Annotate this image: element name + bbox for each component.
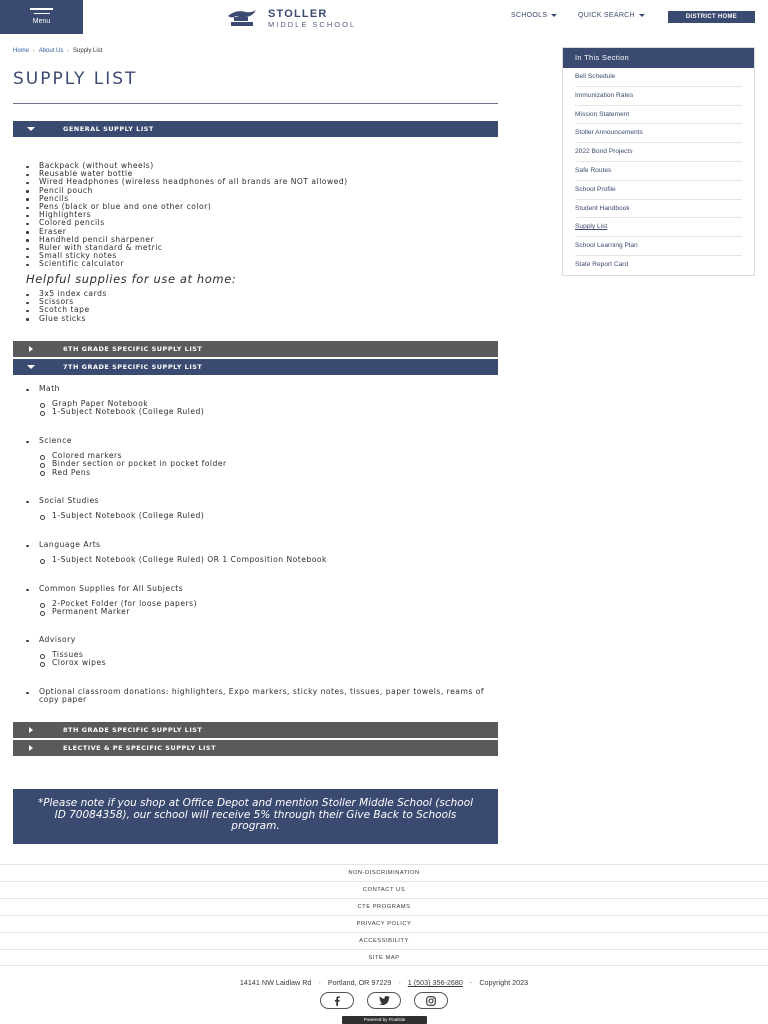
sidebar-item-announcements[interactable] xyxy=(575,124,742,143)
optional-donations-text: Optional classroom donations: highlighters, Expo markers, sticky notes, tissues, paper towels, reams of copy paper xyxy=(25,688,485,704)
list-item: Scotch tape xyxy=(25,306,107,314)
sidebar-item-label: Immunization Rates xyxy=(575,91,634,99)
school-name-line2: MIDDLE SCHOOL xyxy=(268,20,357,29)
sidebar-item-bond-projects[interactable] xyxy=(575,143,742,162)
quick-search-label: QUICK SEARCH xyxy=(578,12,635,19)
list-item: 1-Subject Notebook (College Ruled) OR 1 Composition Notebook xyxy=(52,555,327,565)
subject-items xyxy=(25,400,204,416)
list-item: Eraser xyxy=(25,228,348,236)
footer-address: 14141 NW Laidlaw Rd - Portland, OR 97229 - 1 (503) 356-2680 - Copyright 2023 xyxy=(239,978,529,987)
accordion-8th-grade-label: 8TH GRADE SPECIFIC SUPPLY LIST xyxy=(63,726,203,734)
sidebar-item-learning-plan[interactable] xyxy=(575,237,742,256)
home-supply-list xyxy=(25,290,107,323)
sidebar-heading: In This Section xyxy=(563,48,754,68)
instagram-button[interactable] xyxy=(414,992,448,1009)
list-item: 1-Subject Notebook (College Ruled) xyxy=(52,407,205,417)
quick-search-dropdown[interactable] xyxy=(578,12,645,19)
list-item: Pencils xyxy=(25,195,348,203)
accordion-general[interactable] xyxy=(13,121,498,137)
subject-items xyxy=(25,556,327,564)
instagram-icon xyxy=(426,996,436,1006)
list-item: Backpack (without wheels) xyxy=(25,162,348,170)
breadcrumb-current: Supply List xyxy=(73,48,103,54)
street-address: 14141 NW Laidlaw Rd xyxy=(239,978,312,987)
list-item: Small sticky notes xyxy=(25,252,348,260)
general-supply-list xyxy=(25,162,348,269)
subject-heading: Language Arts xyxy=(25,541,327,549)
list-item: Clorox wipes xyxy=(52,658,107,668)
accordion-7th-grade[interactable] xyxy=(13,359,498,375)
subject-items xyxy=(25,651,106,667)
accordion-8th-grade[interactable] xyxy=(13,722,498,738)
list-item: Red Pens xyxy=(52,469,227,477)
breadcrumb-about[interactable]: About Us xyxy=(38,48,64,54)
menu-icon xyxy=(30,8,53,17)
sidebar-item-label: Mission Statement xyxy=(575,110,630,118)
footer-link-site-map[interactable]: SITE MAP xyxy=(0,949,768,966)
accordion-7th-grade-label: 7TH GRADE SPECIFIC SUPPLY LIST xyxy=(63,363,203,371)
chevron-down-icon xyxy=(551,14,557,17)
page-title: SUPPLY LIST xyxy=(13,69,138,89)
optional-donations xyxy=(25,688,485,704)
menu-label: Menu xyxy=(32,18,51,25)
collapse-icon xyxy=(27,127,35,131)
sidebar-item-state-report-card[interactable] xyxy=(575,256,742,275)
accordion-6th-grade-label: 6TH GRADE SPECIFIC SUPPLY LIST xyxy=(63,345,203,353)
list-item: Handheld pencil sharpener xyxy=(25,236,348,244)
sidebar-item-mission-statement[interactable] xyxy=(575,106,742,125)
footer-links xyxy=(0,864,768,966)
list-item: Colored markers xyxy=(52,452,227,460)
sidebar-item-school-profile[interactable] xyxy=(575,181,742,200)
title-divider xyxy=(13,103,498,104)
sidebar-item-immunization-rates[interactable] xyxy=(575,87,742,106)
footer-link-privacy-policy[interactable]: PRIVACY POLICY xyxy=(0,915,768,932)
office-depot-note: *Please note if you shop at Office Depot and mention Stoller Middle School (school ID 70084358), our school will receive 5% through their Give Back to Schools program. xyxy=(13,789,498,844)
sidebar-item-label: Student Handbook xyxy=(575,204,630,212)
list-item: Permanent Marker xyxy=(52,608,197,616)
footer-link-cte-programs[interactable]: CTE PROGRAMS xyxy=(0,898,768,915)
subject-science xyxy=(25,437,227,477)
subject-language-arts xyxy=(25,541,327,564)
subject-heading: Math xyxy=(25,385,204,393)
subject-heading: Social Studies xyxy=(25,497,204,505)
sidebar-item-student-handbook[interactable] xyxy=(575,200,742,219)
footer-link-contact-us[interactable]: CONTACT US xyxy=(0,881,768,898)
list-item: Graph Paper Notebook xyxy=(52,400,204,408)
section-sidebar xyxy=(562,47,755,276)
list-item: Scientific calculator xyxy=(25,260,348,268)
subject-heading: Common Supplies for All Subjects xyxy=(25,585,197,593)
subject-items xyxy=(25,512,204,520)
sidebar-item-label: School Learning Plan xyxy=(575,242,638,250)
schools-dropdown[interactable] xyxy=(511,12,557,19)
subject-social-studies xyxy=(25,497,204,520)
footer-link-accessibility[interactable]: ACCESSIBILITY xyxy=(0,932,768,949)
subject-advisory xyxy=(25,636,106,668)
helpful-heading: Helpful supplies for use at home: xyxy=(26,272,237,286)
twitter-icon xyxy=(379,996,390,1005)
expand-icon xyxy=(29,727,33,733)
twitter-button[interactable] xyxy=(367,992,401,1009)
list-item: Highlighters xyxy=(25,211,348,219)
sidebar-item-label: Stoller Announcements xyxy=(575,129,643,137)
copyright: Copyright 2023 xyxy=(479,978,529,987)
subject-items xyxy=(25,452,227,477)
subject-common-supplies xyxy=(25,585,197,617)
accordion-elective-pe[interactable] xyxy=(13,740,498,756)
breadcrumb-separator: › xyxy=(33,48,35,54)
schools-label: SCHOOLS xyxy=(511,12,548,19)
chevron-down-icon xyxy=(639,14,645,17)
breadcrumb xyxy=(13,48,102,54)
sidebar-item-label: Bell Schedule xyxy=(575,73,616,80)
school-name[interactable] xyxy=(268,8,356,29)
collapse-icon xyxy=(27,365,35,369)
subject-items xyxy=(25,600,197,616)
sidebar-item-safe-routes[interactable] xyxy=(575,162,742,181)
footer-link-non-discrimination[interactable]: NON-DISCRIMINATION xyxy=(0,864,768,881)
list-item: Wired Headphones (wireless headphones of all brands are NOT allowed) xyxy=(25,178,348,186)
sidebar-item-label: Supply List xyxy=(575,223,608,231)
facebook-icon xyxy=(333,996,341,1006)
sidebar-item-label: Safe Routes xyxy=(575,166,612,174)
school-name-line1: STOLLER xyxy=(268,8,328,20)
list-item: Ruler with standard & metric xyxy=(25,244,348,252)
accordion-elective-pe-label: ELECTIVE & PE SPECIFIC SUPPLY LIST xyxy=(63,744,217,752)
list-item: Pencil pouch xyxy=(25,187,348,195)
breadcrumb-separator: › xyxy=(67,48,70,54)
accordion-general-label: GENERAL SUPPLY LIST xyxy=(63,125,154,133)
list-item: Reusable water bottle xyxy=(25,170,348,178)
sidebar-item-label: 2022 Bond Projects xyxy=(575,148,633,156)
expand-icon xyxy=(29,745,33,751)
list-item: Tissues xyxy=(52,651,106,659)
list-item: 1-Subject Notebook (College Ruled) xyxy=(52,511,205,521)
breadcrumb-home[interactable]: Home xyxy=(13,48,30,54)
list-item: Scissors xyxy=(25,298,107,306)
sidebar-item-label: State Report Card xyxy=(575,260,629,268)
list-item: Binder section or pocket in pocket folder xyxy=(52,459,227,469)
list-item: 3x5 index cards xyxy=(25,290,107,298)
sidebar-item-label: School Profile xyxy=(575,185,616,193)
subject-heading: Advisory xyxy=(25,636,106,644)
list-item: Colored pencils xyxy=(25,219,348,227)
city-state: Portland, OR 97229 xyxy=(327,978,392,987)
school-logo-icon xyxy=(226,7,258,27)
district-home-button[interactable]: DISTRICT HOME xyxy=(668,11,755,23)
subject-heading: Science xyxy=(25,437,227,445)
facebook-button[interactable] xyxy=(320,992,354,1009)
sidebar-item-bell-schedule[interactable] xyxy=(575,68,742,87)
subject-math xyxy=(25,385,204,417)
sidebar-item-supply-list[interactable] xyxy=(575,218,742,237)
list-item: Pens (black or blue and one other color) xyxy=(25,203,348,211)
expand-icon xyxy=(29,346,33,352)
list-item: 2-Pocket Folder (for loose papers) xyxy=(52,599,198,609)
powered-by-badge[interactable]: Powered by Finalsite xyxy=(342,1016,427,1024)
menu-button[interactable] xyxy=(0,0,83,34)
list-item: Glue sticks xyxy=(25,315,107,323)
phone-link[interactable]: 1 (503) 356-2680 xyxy=(407,978,463,987)
accordion-6th-grade[interactable] xyxy=(13,341,498,357)
